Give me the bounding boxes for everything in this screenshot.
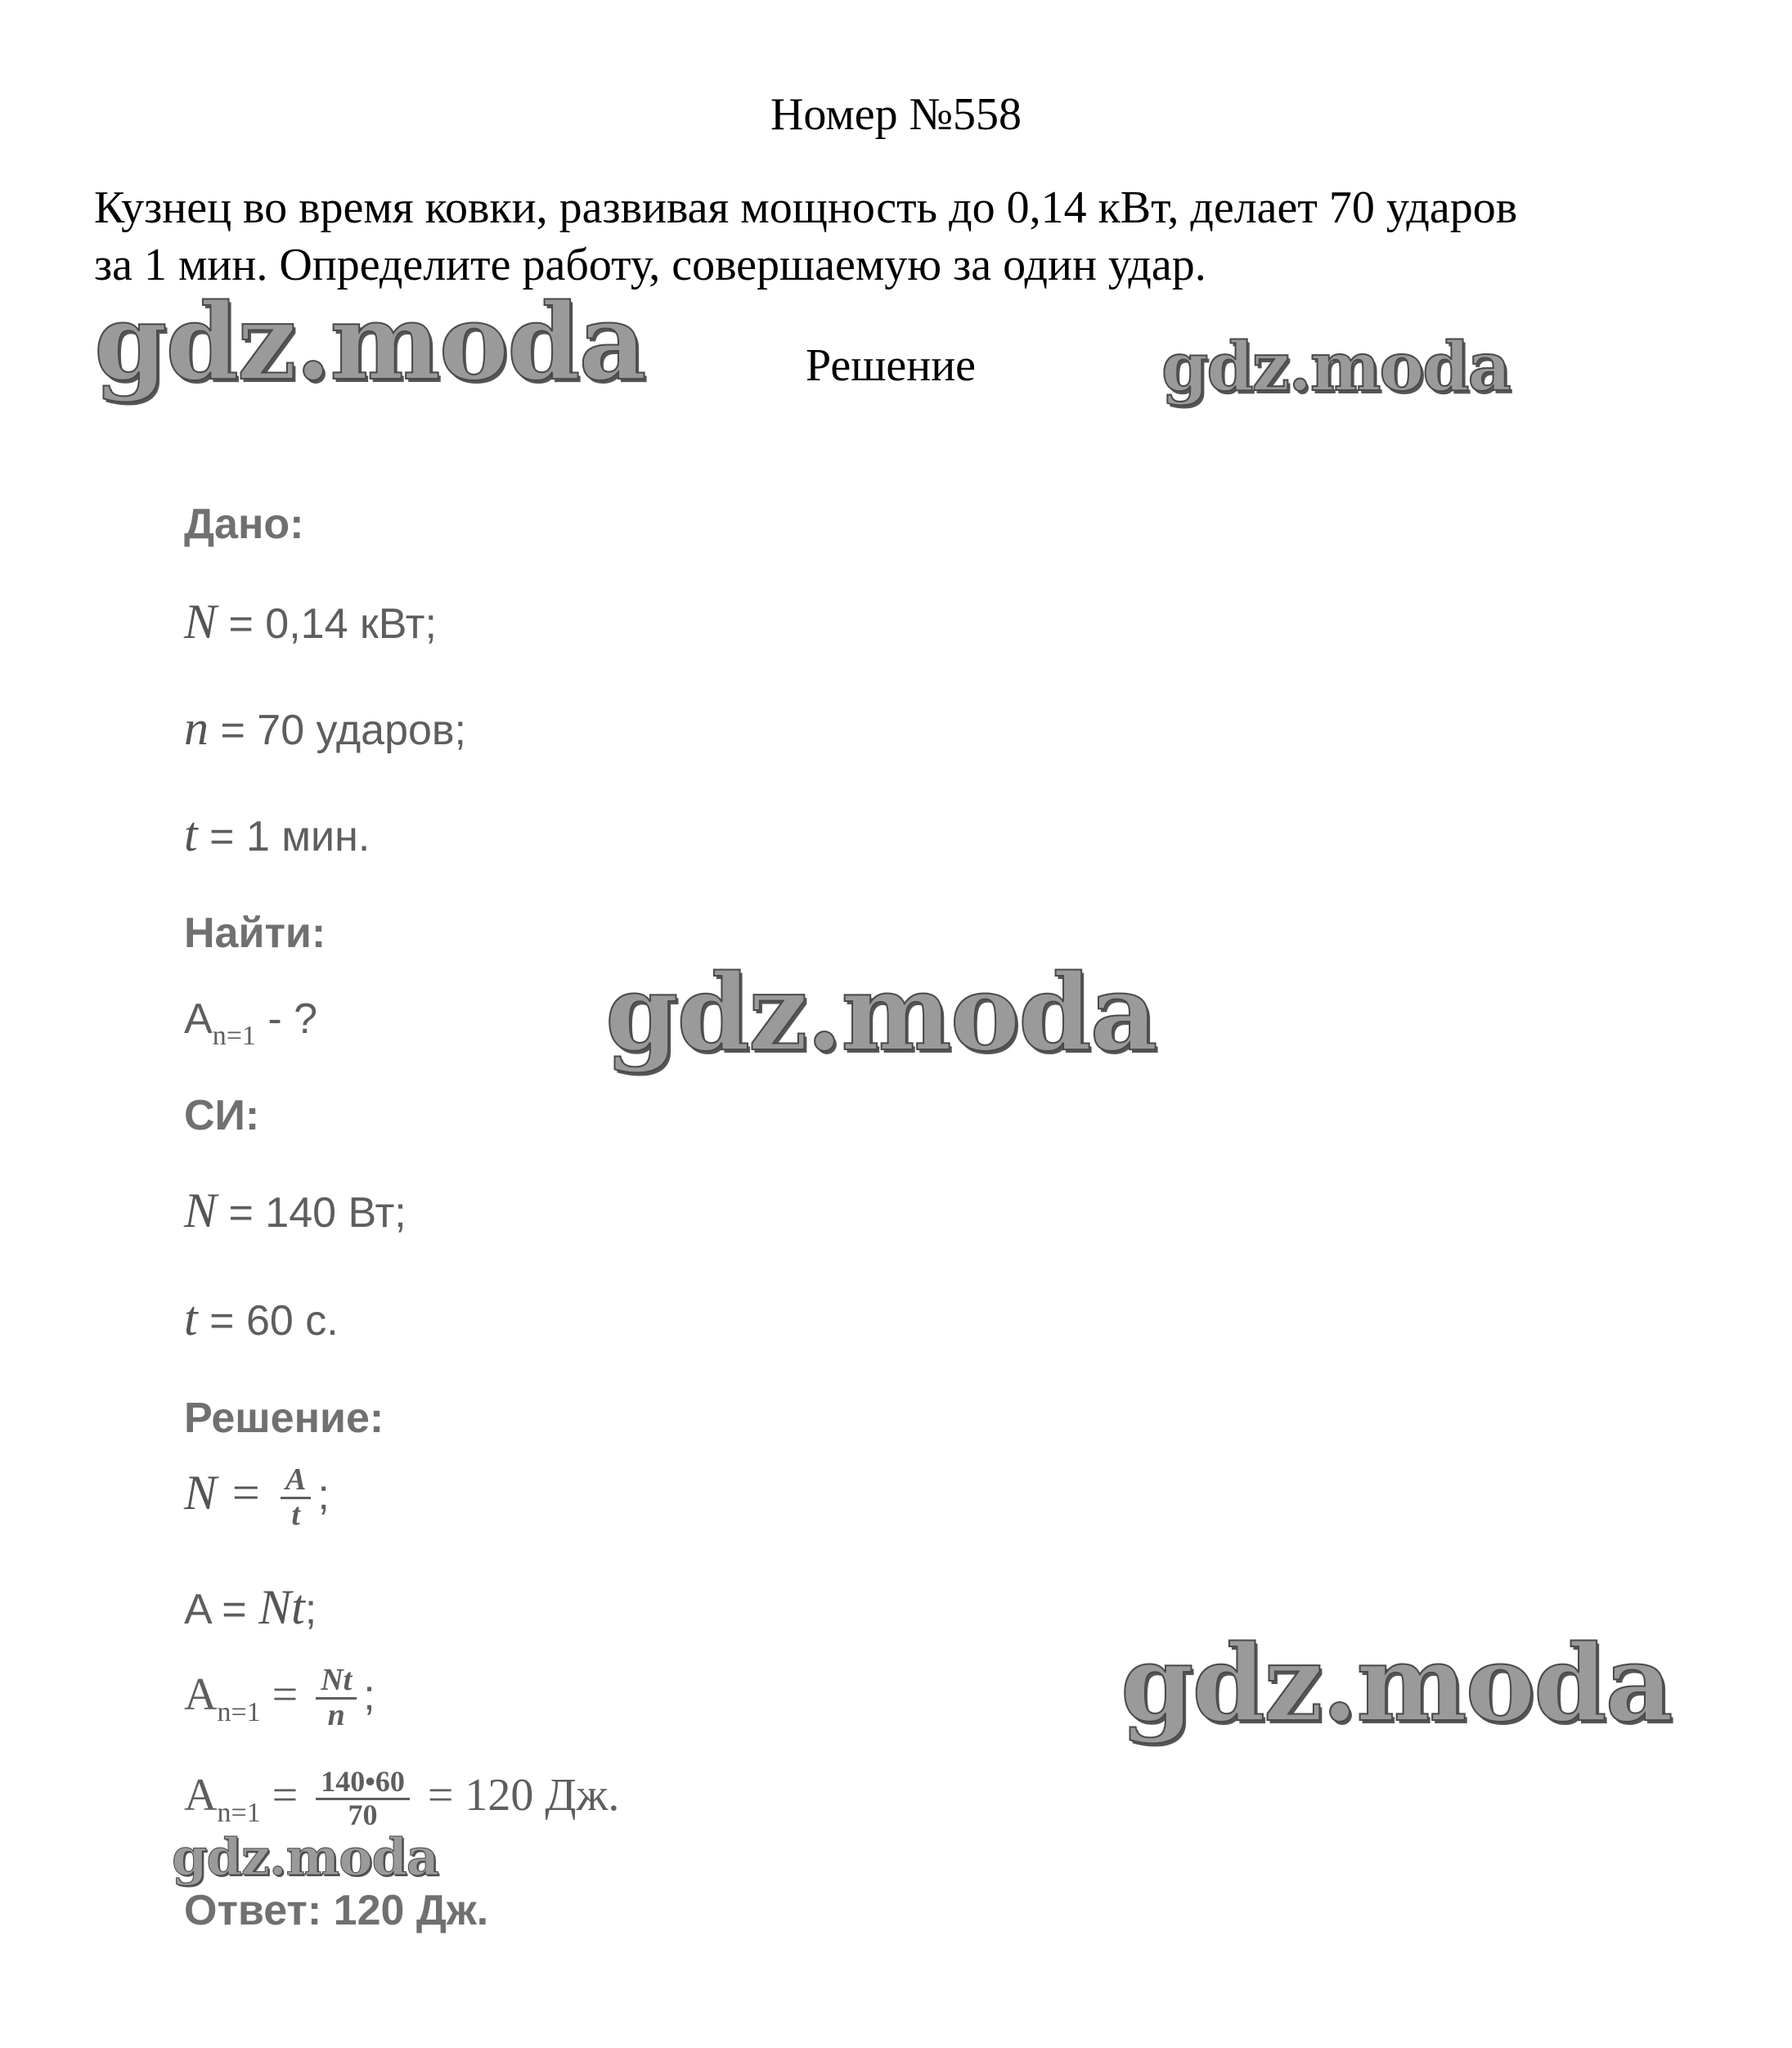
equation-power-definition xyxy=(184,1464,330,1532)
equation-rhs: Nt xyxy=(258,1580,305,1634)
watermark-logo: gdz.moda xyxy=(1121,1623,1672,1745)
fraction xyxy=(316,1664,357,1732)
si-time-var: t xyxy=(184,1291,198,1345)
fraction xyxy=(316,1767,410,1831)
given-strikes-var: n xyxy=(184,701,209,755)
fraction-denominator: 70 xyxy=(348,1798,378,1831)
task-text-line-1: Кузнец во время ковки, развивая мощность до 0,14 кВт, делает 70 ударов xyxy=(94,182,1518,233)
equation-subscript: n=1 xyxy=(217,1798,261,1829)
find-label: Найти: xyxy=(184,909,326,957)
find-work-var: A xyxy=(184,995,213,1043)
fraction-denominator: n xyxy=(327,1697,345,1732)
given-label: Дано: xyxy=(184,501,304,548)
task-text-line-2: за 1 мин. Определите работу, совершаемую за один удар. xyxy=(94,240,1206,290)
watermark-logo: gdz.moda xyxy=(1161,328,1510,406)
given-power-value: = 0,14 кВт; xyxy=(228,600,437,648)
find-work-question: - ? xyxy=(255,995,318,1043)
equation-equals: = xyxy=(260,1669,310,1721)
equation-result: = 120 Дж. xyxy=(415,1770,620,1821)
equation-equals: = xyxy=(260,1770,310,1821)
solution-heading: Решение xyxy=(806,340,977,391)
equation-calculation xyxy=(184,1767,619,1831)
given-time-value: = 1 мин. xyxy=(209,813,371,860)
equation-tail: ; xyxy=(304,1586,317,1633)
given-strikes-value: = 70 ударов; xyxy=(220,707,467,754)
watermark-logo: gdz.moda xyxy=(94,281,645,404)
si-time xyxy=(184,1291,339,1345)
solution-label: Решение: xyxy=(184,1395,384,1442)
equation-var: A xyxy=(184,1669,218,1721)
given-time-var: t xyxy=(184,807,198,861)
given-time xyxy=(184,807,371,861)
si-time-value: = 60 с. xyxy=(209,1297,339,1345)
equation-lhs: A = xyxy=(184,1586,259,1633)
si-power xyxy=(184,1183,406,1237)
find-work-subscript: n=1 xyxy=(212,1021,256,1051)
fraction xyxy=(281,1464,311,1532)
answer-text: Ответ: 120 Дж. xyxy=(184,1887,489,1934)
equation-subscript: n=1 xyxy=(217,1697,261,1728)
watermark-logo: gdz.moda xyxy=(172,1827,438,1887)
given-strikes xyxy=(184,701,467,755)
fraction-denominator: t xyxy=(291,1497,300,1532)
watermark-logo: gdz.moda xyxy=(605,952,1156,1075)
page-title: Номер №558 xyxy=(770,89,1022,140)
given-power-var: N xyxy=(184,595,218,649)
fraction-numerator: A xyxy=(281,1464,311,1499)
equation-tail: ; xyxy=(363,1672,375,1720)
equation-work xyxy=(184,1580,317,1634)
equation-var: A xyxy=(184,1770,218,1821)
equation-work-per-strike xyxy=(184,1664,375,1732)
given-power xyxy=(184,595,437,649)
si-power-var: N xyxy=(184,1183,218,1237)
equation-lhs: N = xyxy=(184,1466,263,1520)
si-power-value: = 140 Вт; xyxy=(228,1189,406,1237)
fraction-numerator: Nt xyxy=(316,1664,357,1700)
fraction-numerator: 140•60 xyxy=(316,1767,410,1800)
si-label: СИ: xyxy=(184,1092,260,1139)
equation-tail: ; xyxy=(317,1471,330,1520)
find-work xyxy=(184,995,318,1051)
